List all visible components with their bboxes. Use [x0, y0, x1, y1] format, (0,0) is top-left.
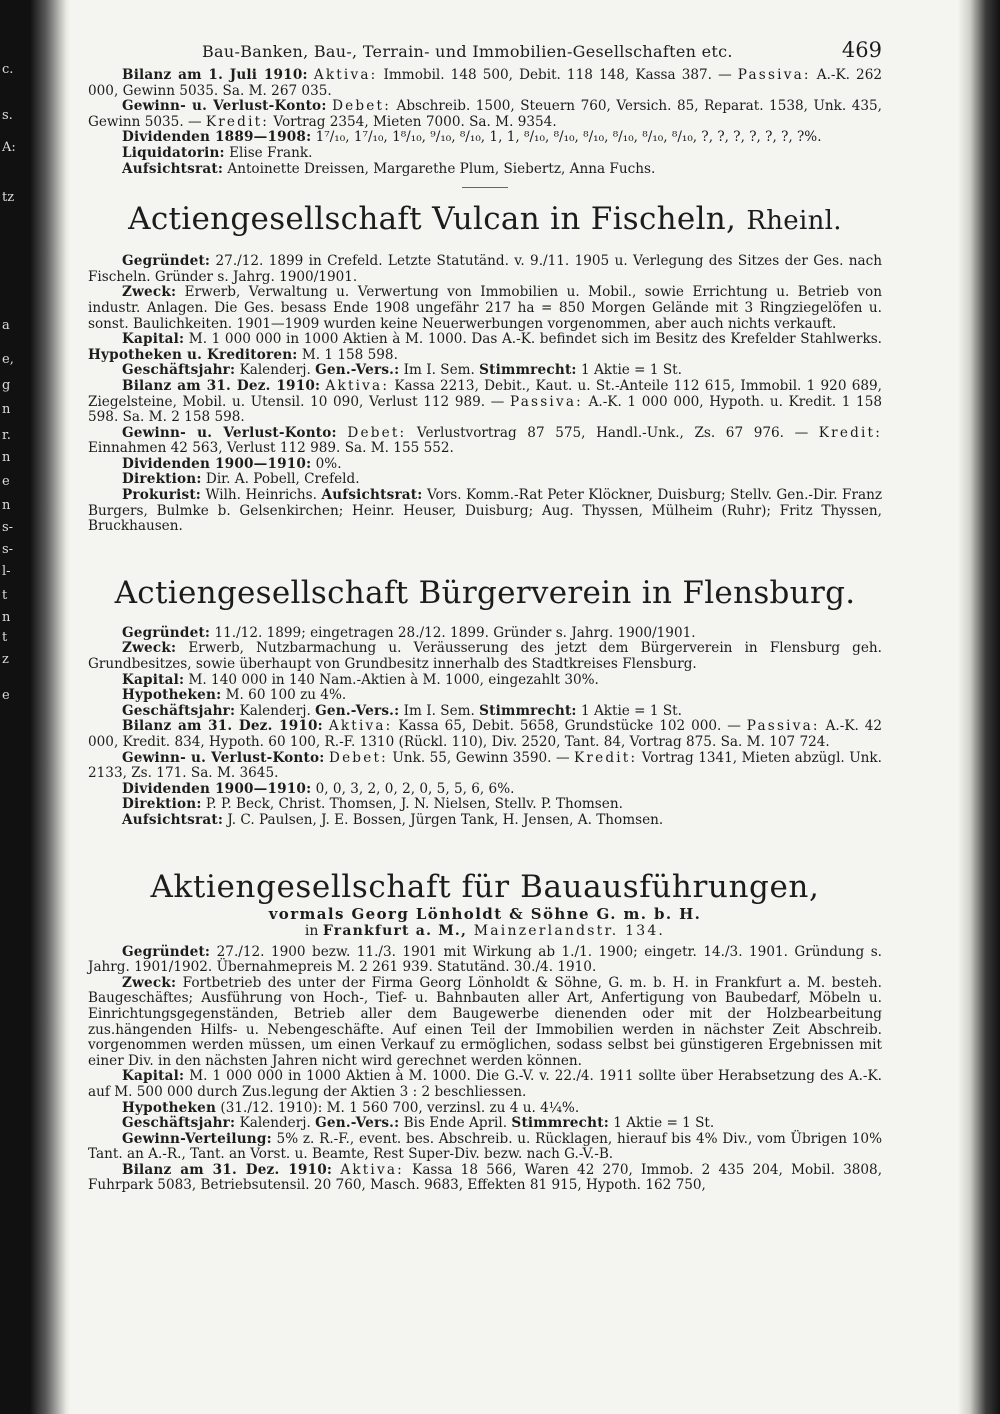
company-region: Rheinl.: [746, 206, 842, 237]
field-label: Bilanz am 31. Dez. 1910:: [122, 377, 321, 394]
field-label: Hypotheken: [122, 1099, 217, 1116]
company-title: Aktiengesellschaft für Bauausführungen,: [150, 868, 820, 905]
field-text: P. P. Beck, Christ. Thomsen, J. N. Nielsen, Stellv. P. Thomsen.: [201, 796, 623, 813]
entry-continuation: [88, 68, 882, 177]
field-text: Vors. Komm.-Rat Peter Klöckner, Duisburg; Stellv. Gen.-Dir. Franz Burgers, Bulmke b. Gelsenkirchen; Heinr. Heuser, Duisburg; Aug. Thyssen, Mülheim (Ruhr); Fritz Thyssen, Bruckhausen.: [88, 487, 882, 535]
field-text: A.-K. 262 000, Gewinn 5035. Sa. M. 267 035.: [88, 67, 883, 99]
hypotheken-paragraph: [88, 1101, 882, 1117]
section-divider: [462, 561, 508, 562]
field-text: Vortrag 2354, Mieten 7000. Sa. M. 9354.: [269, 113, 557, 130]
field-label: Direktion:: [122, 471, 202, 488]
field-label: Kapital:: [122, 1068, 185, 1085]
margin-letter: e: [2, 688, 10, 703]
field-label: Zweck:: [122, 974, 177, 991]
prokurist-paragraph: [88, 488, 882, 535]
field-text: Abschreib. 1500, Steuern 760, Versich. 85, Reparat. 1538, Unk. 435, Gewinn 5035. —: [88, 98, 883, 130]
field-label: Hypotheken u. Kreditoren:: [88, 346, 298, 363]
field-label: Gen.-Vers.:: [315, 1115, 400, 1132]
debet-word: Debet:: [347, 424, 407, 441]
location-street: Mainzerlandstr. 134.: [467, 922, 666, 939]
field-text: M. 1 000 000 in 1000 Aktien à M. 1000. Die G.-V. v. 22./4. 1911 sollte über Herabsetzung des A.-K. auf M. 500 000 durch Zus.legung der Aktien 3 : 2 beschliessen.: [88, 1068, 882, 1100]
margin-letter: l-: [2, 564, 11, 579]
field-text: Im I. Sem.: [399, 362, 475, 379]
field-text: 11./12. 1899; eingetragen 28./12. 1899. Gründer s. Jahrg. 1900/1901.: [210, 624, 696, 641]
company-title: [88, 200, 882, 240]
field-label: Dividenden 1900—1910:: [122, 455, 312, 472]
field-text: Kalenderj.: [235, 1115, 311, 1132]
field-text: Kassa 2213, Debit., Kaut. u. St.-Anteile 112 615, Immobil. 1 920 689, Ziegelsteine, Mobil. u. Utensil. 10 090, Verlust 112 989. —: [88, 377, 882, 410]
kapital-paragraph: [88, 1069, 882, 1100]
bilanz-paragraph: [88, 719, 882, 750]
margin-letter: e,: [2, 352, 14, 367]
field-label: Gewinn- u. Verlust-Konto:: [122, 98, 327, 115]
field-label: Dividenden 1900—1910:: [122, 780, 312, 797]
gewinn-verteilung-paragraph: [88, 1132, 882, 1163]
company-former-name: vormals Georg Lönholdt & Söhne G. m. b. H.: [268, 904, 702, 923]
passiva-word: Passiva:: [746, 718, 820, 735]
field-label: Geschäftsjahr:: [122, 702, 236, 719]
field-label: Kapital:: [122, 331, 185, 348]
field-label: Gewinn- u. Verlust-Konto:: [122, 424, 337, 441]
field-label: Gewinn-Verteilung:: [122, 1130, 272, 1147]
debet-word: Debet:: [328, 749, 388, 766]
field-label: Aufsichtsrat:: [321, 487, 423, 504]
field-label: Hypotheken:: [122, 687, 222, 704]
field-text: Einnahmen 42 563, Verlust 112 989. Sa. M. 155 552.: [88, 440, 454, 457]
kapital-paragraph: [88, 332, 882, 363]
margin-letter: s-: [2, 542, 14, 557]
field-label: Gegründet:: [122, 624, 211, 641]
field-label: Gen.-Vers.:: [315, 362, 400, 379]
liquidatorin-paragraph: [88, 146, 882, 162]
field-label: Stimmrecht:: [479, 362, 577, 379]
field-label: Stimmrecht:: [479, 702, 577, 719]
location-city: Frankfurt a. M.,: [322, 922, 468, 939]
field-text: Dir. A. Pobell, Crefeld.: [201, 471, 360, 488]
zweck-paragraph: [88, 285, 882, 332]
field-text: 1⁷/₁₀, 1⁷/₁₀, 1⁸/₁₀, ⁹/₁₀, ⁸/₁₀, 1, 1, ⁸/₁₀, ⁸/₁₀, ⁸/₁₀, ⁸/₁₀, ⁸/₁₀, ⁸/₁₀, ?, ?, ?, ?, ?, ?, ?%.: [311, 129, 822, 146]
company-entry-vulcan: [88, 200, 882, 535]
field-text: Fortbetrieb des unter der Firma Georg Lönholdt & Söhne, G. m. b. H. in Frankfurt a. M. besteh. Baugeschäftes; Ausführung von Hoch-, Tief- u. Bahnbauten aller Art, Anfertigung von Baubedarf, Möbeln u. Einrichtungsgegenständen, Betrieb aller dem Baugewerbe dienenden oder mit der Holzbearbeitung zus.hängenden Hilfs- u. Nebengeschäfte. Auf einen Teil der Immobilien werden in nächster Zeit Abschreib. vorgenommen werden müssen, um einen Verkauf zu ermöglichen, sodass selbst bei günstigeren Ergebnissen mit einer Div. in den nächsten Jahren nicht wird gerechnet werden können.: [88, 974, 882, 1069]
field-label: Gegründet:: [122, 943, 211, 960]
margin-letter: t: [2, 588, 8, 603]
field-text: Kassa 65, Debit. 5658, Grundstücke 102 000. —: [392, 718, 747, 735]
field-text: Kalenderj.: [235, 702, 311, 719]
bilanz-paragraph: [88, 1163, 882, 1194]
passiva-word: Passiva:: [510, 393, 583, 410]
field-text: 1 Aktie = 1 St.: [608, 1115, 715, 1132]
margin-letter: a: [2, 318, 10, 333]
margin-letter: c.: [2, 62, 14, 77]
kredit-word: Kredit:: [205, 113, 270, 130]
zweck-paragraph: [88, 976, 882, 1070]
field-label: Gegründet:: [122, 253, 211, 270]
running-header: [88, 38, 882, 68]
field-text: 1 Aktie = 1 St.: [576, 702, 682, 719]
field-text: Elise Frank.: [224, 144, 313, 161]
field-text: Unk. 55, Gewinn 3590. —: [387, 749, 575, 766]
company-entry-flensburg: [88, 574, 882, 829]
field-text: A.-K. 1 000 000, Hypoth. u. Kredit. 1 158 598. Sa. M. 2 158 598.: [88, 393, 882, 426]
field-text: Bis Ende April.: [399, 1115, 508, 1132]
margin-letter: t: [2, 630, 8, 645]
field-label: Zweck:: [122, 284, 177, 301]
direktion-paragraph: [88, 472, 882, 488]
guv-paragraph: [88, 99, 882, 130]
field-text: 27./12. 1900 bezw. 11./3. 1901 mit Wirkung ab 1./1. 1900; eingetr. 14./3. 1901. Gründung s. Jahrg. 1901/1902. Übernahmepreis M. 2 261 939. Statutänd. 30./4. 1910.: [88, 943, 882, 976]
kapital-paragraph: [88, 673, 882, 689]
field-label: Bilanz am 31. Dez. 1910:: [122, 1161, 333, 1178]
aufsichtsrat-paragraph: [88, 813, 882, 829]
field-label: Liquidatorin:: [122, 144, 225, 161]
field-label: Geschäftsjahr:: [122, 362, 236, 379]
running-header-title: Bau-Banken, Bau-, Terrain- und Immobilien-Gesellschaften etc.: [202, 42, 733, 61]
guv-paragraph: [88, 426, 882, 457]
field-text: M. 60 100 zu 4%.: [221, 687, 347, 704]
field-label: Aufsichtsrat:: [122, 811, 224, 828]
field-text: M. 1 000 000 in 1000 Aktien à M. 1000. Das A.-K. befindet sich im Besitz des Krefelder Stahlwerks.: [184, 331, 882, 348]
field-text: J. C. Paulsen, J. E. Bossen, Jürgen Tank, H. Jensen, A. Thomsen.: [223, 811, 664, 828]
margin-letter: s-: [2, 520, 14, 535]
field-label: Prokurist:: [122, 487, 202, 504]
dividenden-paragraph: [88, 130, 882, 146]
company-entry-bauausfuehrungen: [88, 868, 882, 1195]
margin-letter: e: [2, 474, 10, 489]
field-text: 5% z. R.-F., event. bes. Abschreib. u. Rücklagen, hierauf bis 4% Div., vom Übrigen 10% Tant. an A.-R., Tant. an Vorst. u. Beamte, Rest Super-Div. bezw. nach G.-V.-B.: [88, 1130, 882, 1163]
margin-letter: A:: [2, 140, 16, 155]
aufsichtsrat-paragraph: [88, 162, 882, 178]
field-text: Kalenderj.: [235, 362, 311, 379]
section-divider: [462, 187, 508, 188]
margin-letter: n: [2, 610, 11, 625]
gegruendet-paragraph: [88, 254, 882, 285]
dividenden-paragraph: [88, 457, 882, 473]
field-text: Wilh. Heinrichs.: [201, 487, 317, 504]
margin-letter: g: [2, 378, 11, 393]
field-label: Bilanz am 31. Dez. 1910:: [122, 718, 323, 735]
field-text: M. 1 158 598.: [297, 346, 398, 363]
field-text: 1 Aktie = 1 St.: [576, 362, 682, 379]
passiva-word: Passiva:: [737, 67, 811, 83]
aktiva-word: Aktiva:: [313, 67, 378, 83]
kredit-word: Kredit:: [818, 424, 882, 441]
field-label: Geschäftsjahr:: [122, 1115, 236, 1132]
margin-letter: n: [2, 498, 11, 513]
gegruendet-paragraph: [88, 945, 882, 976]
company-name: Actiengesellschaft Vulcan in Fischeln,: [128, 201, 737, 238]
bilanz-paragraph: [88, 68, 882, 99]
margin-letter: s.: [2, 108, 13, 123]
dividenden-paragraph: [88, 782, 882, 798]
field-text: Erwerb, Nutzbarmachung u. Veräusserung des jetzt dem Bürgerverein in Flensburg geh. Grundbesitzes, sowie überhaupt von Grundbesitz innerhalb des Stadtkreises Flensburg.: [88, 640, 882, 673]
field-label: Kapital:: [122, 671, 185, 688]
geschaeftsjahr-paragraph: [88, 363, 882, 379]
direktion-paragraph: [88, 797, 882, 813]
field-text: Verlustvortrag 87 575, Handl.-Unk., Zs. 67 976. —: [406, 424, 819, 441]
scan-right-edge: [958, 0, 1000, 1414]
field-label: Stimmrecht:: [511, 1115, 609, 1132]
margin-letter: tz: [2, 190, 15, 205]
margin-letter: n: [2, 450, 11, 465]
field-text: M. 140 000 in 140 Nam.-Aktien à M. 1000, eingezahlt 30%.: [184, 671, 599, 688]
page-number: 469: [841, 38, 882, 62]
field-text: 0, 0, 3, 2, 0, 2, 0, 5, 5, 6, 6%.: [311, 780, 515, 797]
geschaeftsjahr-paragraph: [88, 704, 882, 720]
field-label: Aufsichtsrat:: [122, 160, 224, 177]
location-prefix: in: [304, 922, 323, 939]
field-text: Im I. Sem.: [399, 702, 475, 719]
debet-word: Debet:: [332, 98, 391, 115]
gegruendet-paragraph: [88, 626, 882, 642]
field-text: Antoinette Dreissen, Margarethe Plum, Siebertz, Anna Fuchs.: [223, 160, 656, 177]
section-divider: [462, 855, 508, 856]
document-page: [88, 38, 882, 1194]
field-text: (31./12. 1910): M. 1 560 700, verzinsl. zu 4 u. 4¼%.: [216, 1099, 580, 1116]
zweck-paragraph: [88, 641, 882, 672]
field-label: Zweck:: [122, 640, 177, 657]
field-text: Immobil. 148 500, Debit. 118 148, Kassa 387. —: [377, 67, 738, 83]
field-text: 0%.: [311, 455, 342, 472]
geschaeftsjahr-paragraph: [88, 1116, 882, 1132]
field-text: A.-K. 42 000, Kredit. 834, Hypoth. 60 100, R.-F. 1310 (Rückl. 110), Div. 2520, Tant. 84, Vortrag 875. Sa. M. 107 724.: [88, 718, 882, 750]
kredit-word: Kredit:: [574, 749, 638, 766]
aktiva-word: Aktiva:: [328, 718, 393, 735]
margin-letter: z: [2, 652, 9, 667]
company-title: Actiengesellschaft Bürgerverein in Flensburg.: [114, 574, 856, 611]
field-text: Vortrag 1341, Mieten abzügl. Unk. 2133, Zs. 171. Sa. M. 3645.: [88, 749, 882, 782]
company-location: [88, 923, 882, 939]
guv-paragraph: [88, 751, 882, 782]
field-text: Kassa 18 566, Waren 42 270, Immob. 2 435 204, Mobil. 3808, Fuhrpark 5083, Betriebsutensil. 20 760, Masch. 9683, Effekten 81 915, Hypoth. 162 750,: [88, 1161, 883, 1194]
aktiva-word: Aktiva:: [340, 1161, 404, 1178]
scan-left-edge: [0, 0, 70, 1414]
field-label: Gen.-Vers.:: [315, 702, 400, 719]
field-label: Bilanz am 1. Juli 1910:: [122, 67, 308, 83]
aktiva-word: Aktiva:: [325, 377, 390, 394]
field-label: Direktion:: [122, 796, 202, 813]
field-label: Gewinn- u. Verlust-Konto:: [122, 749, 325, 766]
field-label: Dividenden 1889—1908:: [122, 129, 312, 146]
margin-letter: n: [2, 402, 11, 417]
hypotheken-paragraph: [88, 688, 882, 704]
bilanz-paragraph: [88, 379, 882, 426]
field-text: 27./12. 1899 in Crefeld. Letzte Statutänd. v. 9./11. 1905 u. Verlegung des Sitzes der Ges. nach Fischeln. Gründer s. Jahrg. 1900/1901.: [88, 253, 882, 285]
field-text: Erwerb, Verwaltung u. Verwertung von Immobilien u. Mobil., sowie Errichtung u. Betrieb von industr. Anlagen. Die Ges. besass Ende 1908 ungefähr 217 ha = 850 Morgen Gelände mit 3 Ringziegelöfen u. sonst. Baulichkeiten. 1901—1909 wurden keine Neuerwerbungen vorgenommen, aber auch nichts verkauft.: [88, 284, 882, 332]
margin-letter: r.: [2, 428, 11, 443]
